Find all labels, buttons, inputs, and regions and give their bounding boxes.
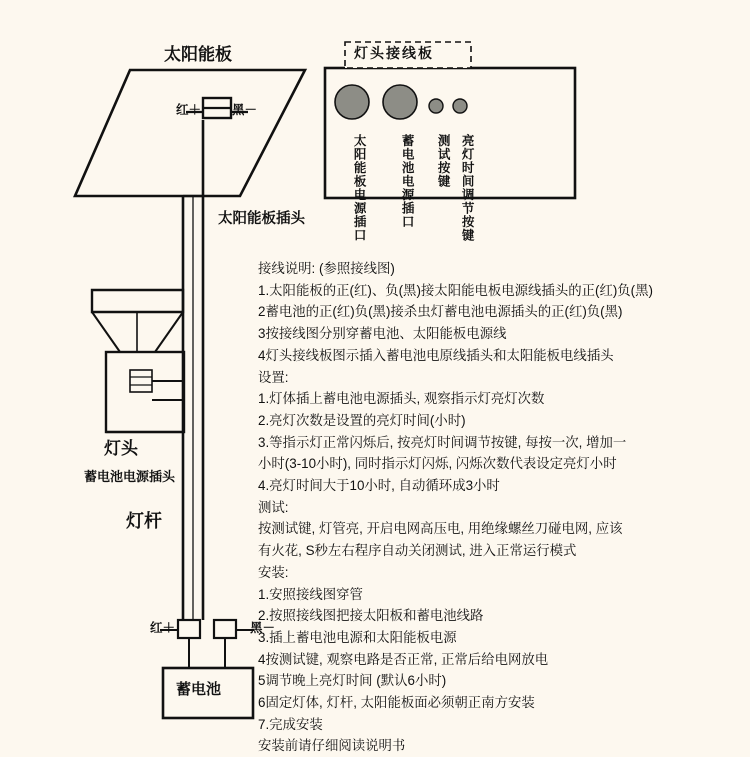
instruction-line: 5调节晚上亮灯时间 (默认6小时)	[258, 673, 447, 689]
instruction-line: 4灯头接线板图示插入蓄电池电原线插头和太阳能板电线插头	[258, 347, 614, 363]
lamp-grid	[130, 370, 152, 392]
instruction-line: 7.完成安装	[258, 716, 323, 732]
battery-black-plug	[214, 620, 236, 638]
label-battery: 蓄电池	[176, 681, 222, 698]
instruction-line: 设置:	[258, 369, 289, 385]
instruction-line: 1.安照接线图穿管	[258, 586, 363, 602]
instruction-line: 2.亮灯次数是设置的亮灯时间(小时)	[258, 412, 466, 428]
instruction-line: 6固定灯体, 灯杆, 太阳能板面必须朝正南方安装	[258, 695, 535, 711]
battery-power-port[interactable]	[383, 85, 417, 119]
instruction-line: 1.灯体插上蓄电池电源插头, 观察指示灯亮灯次数	[258, 391, 545, 407]
lamp-head-housing	[92, 290, 183, 312]
instruction-line: 安装前请仔细阅读说明书	[258, 738, 406, 754]
label-top-red: 红＋	[176, 103, 202, 117]
instructions-block	[258, 258, 738, 757]
label-top-black: 黑－	[232, 103, 258, 117]
instruction-line: 1.太阳能板的正(红)、负(黑)接太阳能电板电源线插头的正(红)负(黑)	[258, 282, 653, 298]
instruction-line: 测试:	[258, 499, 289, 515]
label-terminal-board-title: 灯头接线板	[354, 45, 434, 61]
label-solar-plug: 太阳能板插头	[218, 211, 305, 227]
label-battery-plug: 蓄电池电源插头	[84, 469, 176, 484]
instruction-line: 4.亮灯时间大于10小时, 自动循环成3小时	[258, 478, 500, 494]
instruction-line: 小时(3-10小时), 同时指示灯闪烁, 闪烁次数代表设定亮灯小时	[258, 456, 617, 472]
label-port-test: 测试按键	[436, 134, 451, 188]
test-button[interactable]	[429, 99, 443, 113]
label-port-battery: 蓄电池电源插口	[400, 134, 415, 229]
label-bottom-black: 黑－	[250, 621, 276, 635]
instruction-line: 接线说明: (参照接线图)	[258, 261, 395, 276]
instruction-line: 4按测试键, 观察电路是否正常, 正常后给电网放电	[258, 651, 549, 667]
instruction-line: 有火花, S秒左右程序自动关闭测试, 进入正常运行模式	[258, 543, 577, 559]
solar-panel-shape	[75, 70, 305, 196]
battery-red-plug	[178, 620, 200, 638]
label-port-solar: 太阳能板电源插口	[352, 134, 367, 242]
solar-power-port[interactable]	[335, 85, 369, 119]
label-port-time-adjust: 亮灯时间调节按键	[460, 134, 475, 242]
label-bottom-red: 红＋	[150, 621, 176, 635]
instruction-line: 3.插上蓄电池电源和太阳能板电源	[258, 629, 457, 645]
instruction-line: 3按接线图分别穿蓄电池、太阳能板电源线	[258, 326, 507, 342]
label-lamp-head: 灯头	[104, 439, 138, 458]
instruction-line: 2蓄电池的正(红)负(黑)接杀虫灯蓄电池电源插头的正(红)负(黑)	[258, 304, 623, 320]
label-pole: 灯杆	[126, 511, 162, 531]
label-solar-panel: 太阳能板	[164, 45, 232, 64]
instruction-line: 按测试键, 灯管亮, 开启电网高压电, 用绝缘螺丝刀碰电网, 应该	[258, 521, 623, 537]
instruction-line: 安装:	[258, 564, 289, 580]
instruction-line: 2.按照接线图把接太阳板和蓄电池线路	[258, 608, 484, 624]
time-adjust-button[interactable]	[453, 99, 467, 113]
instruction-line: 3.等指示灯正常闪烁后, 按亮灯时间调节按键, 每按一次, 增加一	[258, 434, 627, 450]
